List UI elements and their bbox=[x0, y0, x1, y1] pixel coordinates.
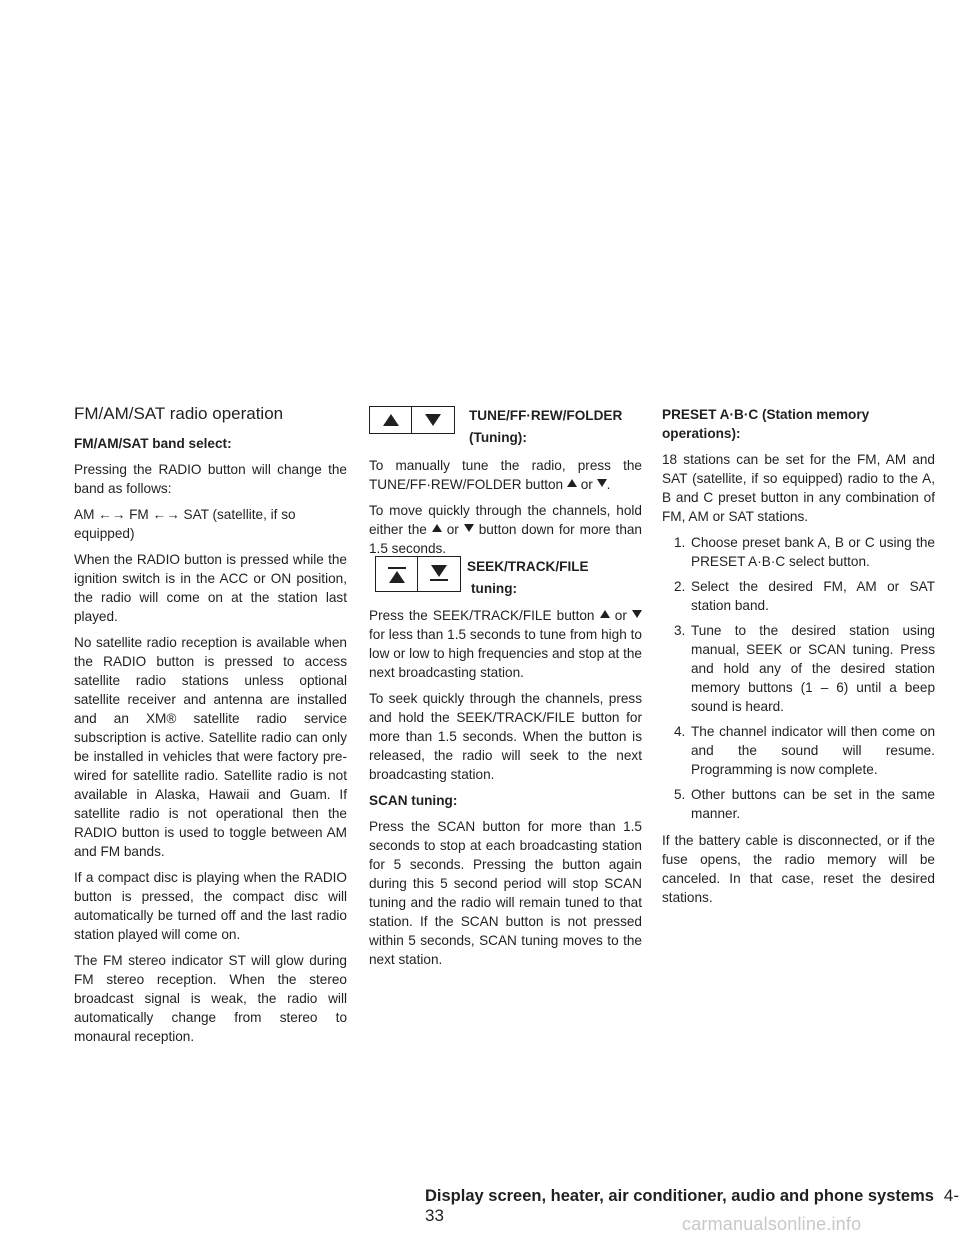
paragraph: When the RADIO button is pressed while the ignition switch is in the ACC or ON position, the radio will come on at the station last played. bbox=[74, 552, 347, 624]
tune-heading: TUNE/FF·REW/FOLDER bbox=[469, 408, 623, 423]
seek-heading: SEEK/TRACK/FILE bbox=[467, 559, 589, 574]
paragraph: 18 stations can be set for the FM, AM and SAT (satellite, if so equipped) radio to the A, B and C preset button in any combination of FM, AM or SAT stations. bbox=[662, 452, 935, 524]
seek-heading-sub: tuning: bbox=[471, 581, 518, 596]
down-arrow-icon bbox=[464, 524, 474, 532]
list-item: 2. Select the desired FM, AM or SAT station band. bbox=[674, 579, 935, 613]
paragraph: Press the SEEK/TRACK/FILE button or for less than 1.5 seconds to tune from high to low or low to high frequencies and stop at the next broadcasting station. bbox=[369, 608, 642, 680]
down-arrow-icon bbox=[597, 479, 607, 487]
preset-steps bbox=[662, 533, 935, 823]
seek-up-icon bbox=[600, 610, 610, 618]
seek-down-icon bbox=[418, 557, 460, 591]
band-cycle-text: AM ←→ FM ←→ SAT (satellite, if so equipped) bbox=[74, 507, 296, 541]
paragraph: No satellite radio reception is available when the RADIO button is pressed to access satellite radio stations unless optional satellite receiver and antenna are installed and an XM® satellite radio service subscription is active. Satellite radio can only be installed in vehicles that were factory pre-wired for satellite radio. Satellite radio is not available in Alaska, Hawaii and Guam. If satellite radio is not operational then the RADIO button is used to toggle between AM and FM bands. bbox=[74, 635, 347, 859]
paragraph: Pressing the RADIO button will change the band as follows: bbox=[74, 462, 347, 496]
up-arrow-icon bbox=[567, 479, 577, 487]
list-item: 5. Other buttons can be set in the same manner. bbox=[674, 787, 935, 821]
chapter-title: Display screen, heater, air conditioner, audio and phone systems bbox=[425, 1187, 934, 1205]
down-arrow-icon bbox=[412, 407, 454, 433]
seek-up-icon bbox=[376, 557, 418, 591]
paragraph: If a compact disc is playing when the RADIO button is pressed, the compact disc will automatically be turned off and the last radio station played will come on. bbox=[74, 870, 347, 942]
section-title: FM/AM/SAT radio operation bbox=[74, 404, 284, 423]
up-arrow-icon bbox=[432, 524, 442, 532]
scan-heading: SCAN tuning: bbox=[369, 793, 458, 808]
paragraph: The FM stereo indicator ST will glow during FM stereo reception. When the stereo broadcast signal is weak, the radio will automatically change from stereo to monaural reception. bbox=[74, 953, 347, 1044]
tune-button-illustration bbox=[369, 406, 455, 434]
list-item: 3. Tune to the desired station using manual, SEEK or SCAN tuning. Press and hold any of the desired station memory buttons (1 – 6) until a beep sound is heard. bbox=[674, 623, 935, 714]
up-arrow-icon bbox=[370, 407, 412, 433]
paragraph: To seek quickly through the channels, press and hold the SEEK/TRACK/FILE button for more than 1.5 seconds. When the button is released, the radio will seek to the next broadcasting station. bbox=[369, 691, 642, 782]
seek-button-illustration bbox=[375, 556, 461, 592]
preset-heading: PRESET A·B·C (Station memory operations): bbox=[662, 407, 870, 441]
page-number: 4-33 bbox=[425, 1186, 960, 1225]
seek-down-icon bbox=[632, 610, 642, 618]
band-select-heading: FM/AM/SAT band select: bbox=[74, 436, 232, 451]
list-item: 4. The channel indicator will then come on and the sound will resume. Programming is now complete. bbox=[674, 724, 935, 777]
tune-heading-sub: (Tuning): bbox=[469, 430, 527, 445]
paragraph: If the battery cable is disconnected, or if the fuse opens, the radio memory will be canceled. In that case, reset the desired stations. bbox=[662, 833, 935, 905]
watermark: carmanualsonline.info bbox=[682, 1214, 862, 1234]
list-item: 1. Choose preset bank A, B or C using the PRESET A·B·C select button. bbox=[674, 535, 935, 569]
paragraph: To manually tune the radio, press the TUNE/FF·REW/FOLDER button or . bbox=[369, 458, 642, 492]
paragraph: To move quickly through the channels, hold either the or button down for more than 1.5 seconds. bbox=[369, 503, 642, 556]
paragraph: Press the SCAN button for more than 1.5 seconds to stop at each broadcasting station for 5 seconds. Pressing the button again during this 5 second period will stop SCAN tuning and the radio will remain tuned to that station. If the SCAN button is not pressed within 5 seconds, SCAN tuning moves to the next station. bbox=[369, 819, 642, 967]
